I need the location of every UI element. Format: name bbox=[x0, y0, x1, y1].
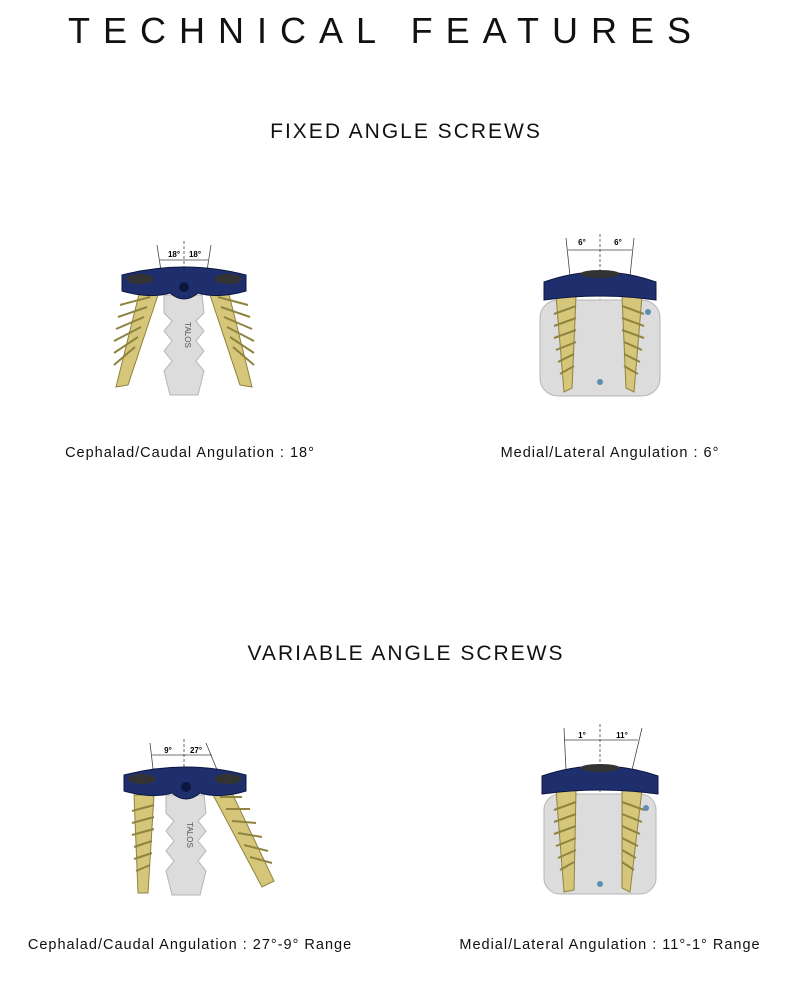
variable-medial-caption: Medial/Lateral Angulation : 11°-1° Range bbox=[459, 937, 761, 953]
angle-label-a: 6° bbox=[578, 238, 586, 247]
variable-cephalad-figure bbox=[110, 735, 280, 905]
brand-mark: TALOS bbox=[183, 322, 192, 348]
fixed-cephalad-figure bbox=[100, 235, 270, 405]
fixation-plate bbox=[122, 267, 246, 299]
screw-left bbox=[132, 795, 154, 893]
angle-label-b: 27° bbox=[189, 746, 203, 755]
angle-label-a: 1° bbox=[578, 731, 586, 740]
angle-label-b: 11° bbox=[616, 731, 628, 740]
fixed-medial-caption: Medial/Lateral Angulation : 6° bbox=[500, 445, 720, 461]
variable-section-heading: VARIABLE ANGLE SCREWS bbox=[247, 642, 565, 665]
variable-cephalad-caption: Cephalad/Caudal Angulation : 27°-9° Range bbox=[27, 937, 353, 953]
fixation-plate bbox=[124, 767, 246, 799]
fixation-plate bbox=[542, 764, 658, 794]
angle-label-a: 18° bbox=[167, 250, 181, 259]
fixed-medial-figure bbox=[530, 230, 680, 400]
angle-label-b: 18° bbox=[188, 250, 202, 259]
implant-cage bbox=[166, 795, 206, 895]
brand-mark: TALOS bbox=[185, 822, 194, 848]
angle-label-a: 9° bbox=[164, 746, 172, 755]
fixed-cephalad-caption: Cephalad/Caudal Angulation : 18° bbox=[65, 445, 315, 461]
screw-right bbox=[210, 290, 254, 387]
variable-medial-figure bbox=[530, 720, 680, 900]
angle-label-b: 6° bbox=[614, 238, 622, 247]
screw-left bbox=[114, 290, 158, 387]
page-title: TECHNICAL FEATURES bbox=[67, 10, 705, 51]
screw-right bbox=[212, 793, 274, 887]
implant-cage bbox=[164, 295, 204, 395]
fixed-section-heading: FIXED ANGLE SCREWS bbox=[270, 120, 542, 143]
fixation-plate bbox=[544, 270, 656, 300]
